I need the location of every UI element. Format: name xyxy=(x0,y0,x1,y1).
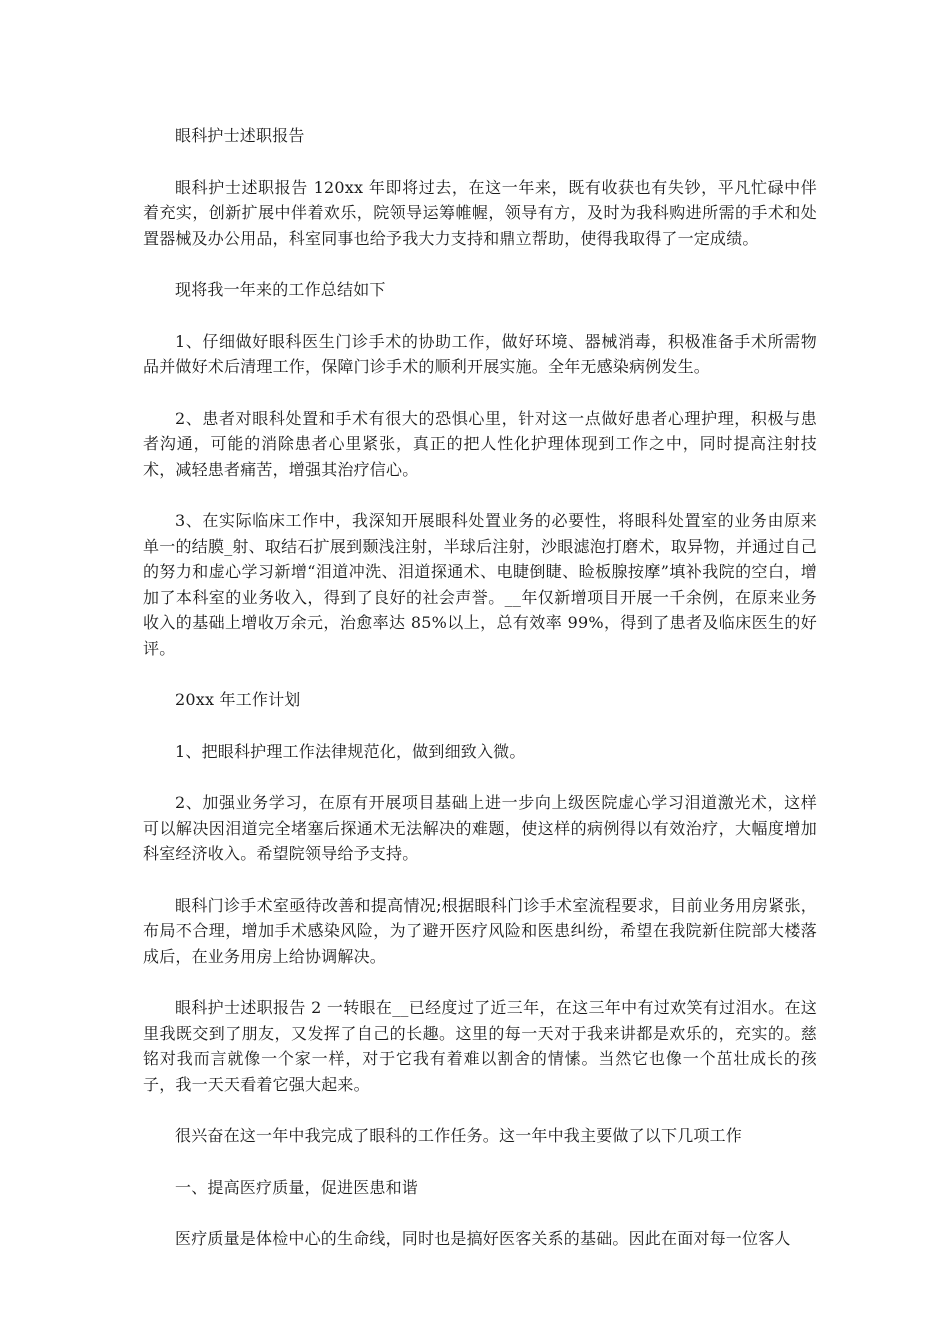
paragraph-report-2: 眼科护士述职报告 2 一转眼在__已经度过了近三年，在这三年中有过欢笑有过泪水。在这里我既交到了朋友，又发挥了自己的长趣。这里的每一天对于我来讲都是欢乐的，充实的。慈铭对我而言就像一个家一样，对于它我有着难以割舍的情愫。当然它也像一个茁壮成长的孩子，我一天天看着它强大起来。 xyxy=(143,998,817,1094)
paragraph-summary-lead: 现将我一年来的工作总结如下 xyxy=(175,280,386,299)
section-heading-plan: 20xx 年工作计划 xyxy=(175,690,301,709)
document-title: 眼科护士述职报告 xyxy=(175,126,305,145)
paragraph-tasks-lead: 很兴奋在这一年中我完成了眼科的工作任务。这一年中我主要做了以下几项工作 xyxy=(175,1126,743,1145)
paragraph-quality: 医疗质量是体检中心的生命线，同时也是搞好医客关系的基础。因此在面对每一位客人 xyxy=(175,1229,791,1248)
section-heading-quality: 一、提高医疗质量，促进医患和谐 xyxy=(175,1177,419,1197)
paragraph-intro: 眼科护士述职报告 120xx 年即将过去，在这一年来，既有收获也有失钞，平凡忙碌中伴着充实，创新扩展中伴着欢乐，院领导运筹帷幄，领导有方，及时为我科购进所需的手术和处置器械及办公用品，科室同事也给予我大力支持和鼎立帮助，使得我取得了一定成绩。 xyxy=(143,177,817,248)
paragraph-surgery-room: 眼科门诊手术室亟待改善和提高情况;根据眼科门诊手术室流程要求，目前业务用房紧张，布局不合理，增加手术感染风险，为了避开医疗风险和医患纠纷，希望在我院新住院部大楼落成后，在业务用房上给协调解决。 xyxy=(143,895,817,966)
paragraph-plan-2: 2、加强业务学习，在原有开展项目基础上进一步向上级医院虚心学习泪道激光术，这样可以解决因泪道完全堵塞后探通术无法解决的难题，使这样的病例得以有效治疗，大幅度增加科室经济收入。希望院领导给予支持。 xyxy=(143,793,817,863)
document-page xyxy=(143,123,817,1278)
paragraph-item-1: 1、仔细做好眼科医生门诊手术的协助工作，做好环境、器械消毒，积极准备手术所需物品并做好术后清理工作，保障门诊手术的顺利开展实施。全年无感染病例发生。 xyxy=(143,331,817,376)
paragraph-item-3: 3、在实际临床工作中，我深知开展眼科处置业务的必要性，将眼科处置室的业务由原来单一的结膜_射、取结石扩展到颞浅注射，半球后注射，沙眼滤泡打磨术，取异物，并通过自己的努力和虚心学习新增“泪道冲洗、泪道探通术、电睫倒睫、睑板腺按摩”填补我院的空白，增加了本科室的业务收入，得到了良好的社会声誉。__年仅新增项目开展一千余例，在原来业务收入的基础上增收万余元，治愈率达 85%以上，总有效率 99%，得到了患者及临床医生的好评。 xyxy=(143,511,817,658)
paragraph-plan-1: 1、把眼科护理工作法律规范化，做到细致入微。 xyxy=(175,741,526,761)
paragraph-item-2: 2、患者对眼科处置和手术有很大的恐惧心里，针对这一点做好患者心理护理，积极与患者沟通，可能的消除患者心里紧张，真正的把人性化护理体现到工作之中，同时提高注射技术，减轻患者痛苦，增强其治疗信心。 xyxy=(143,408,817,479)
